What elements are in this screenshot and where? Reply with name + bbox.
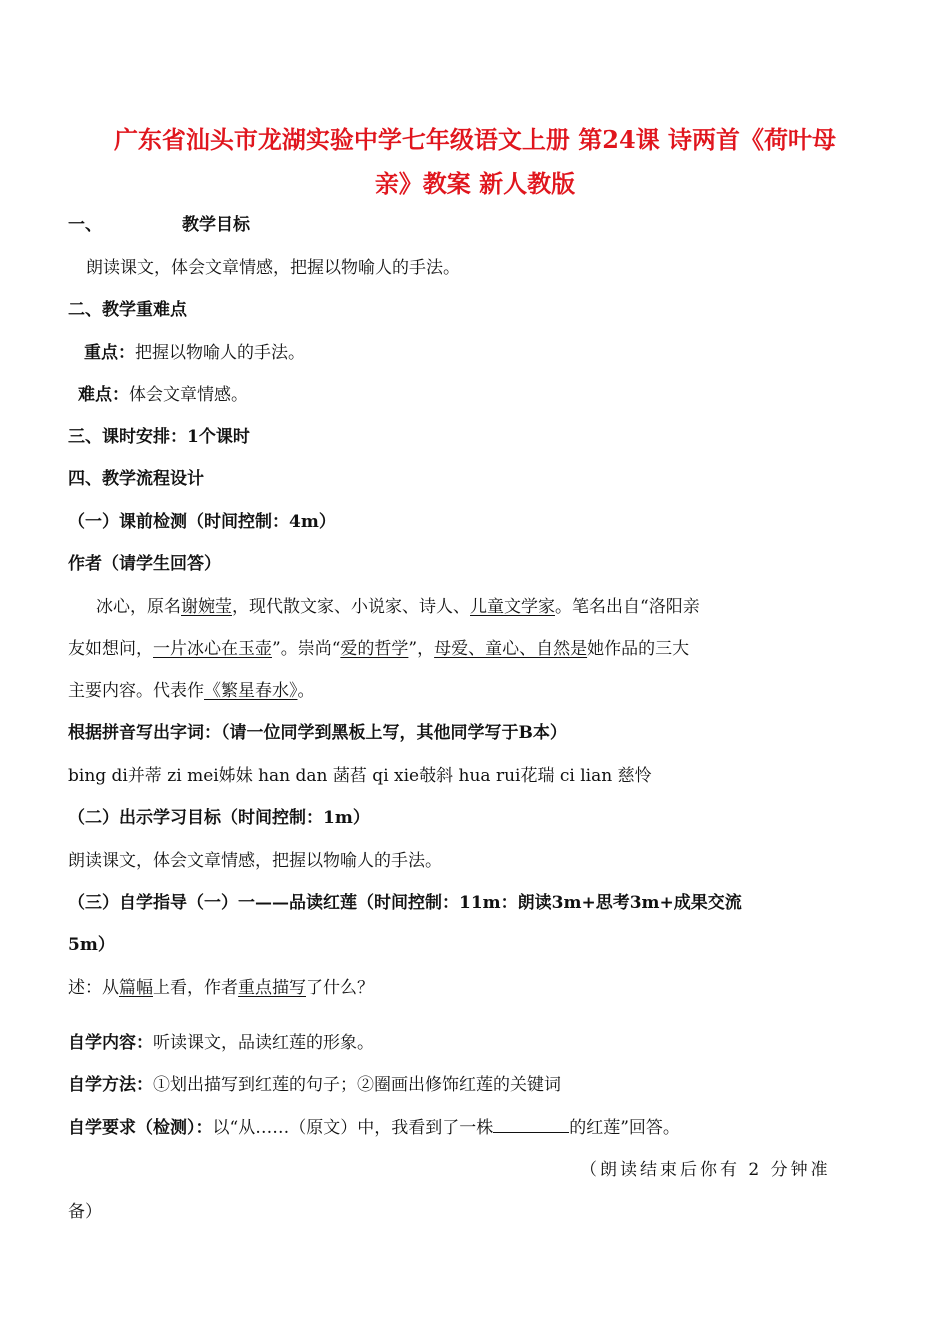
author-line-3 bbox=[68, 679, 828, 703]
self-study-content-label: 自学内容： bbox=[68, 1033, 153, 1053]
key-point bbox=[84, 341, 844, 365]
document-title-line-1: 广东省汕头市龙湖实验中学七年级语文上册 第24课 诗两首《荷叶母 bbox=[113, 125, 837, 154]
self-study-requirement bbox=[68, 1116, 828, 1140]
self-study-content-text: 听读课文，品读红莲的形象。 bbox=[153, 1033, 374, 1053]
author-title: 儿童文学家 bbox=[470, 597, 555, 617]
section-1-label: 教学目标 bbox=[182, 215, 250, 235]
difficult-point bbox=[78, 383, 838, 407]
question-keyword-length: 篇幅 bbox=[119, 978, 153, 998]
section-4-heading: 四、教学流程设计 bbox=[68, 469, 204, 489]
document-title-line-2: 亲》教案 新人教版 bbox=[374, 169, 576, 198]
author-line-1 bbox=[96, 595, 856, 619]
requirement-text: 的红莲”回答。 bbox=[569, 1118, 680, 1138]
difficult-point-label: 难点： bbox=[78, 385, 129, 405]
answer-blank bbox=[493, 1116, 569, 1133]
author-text: 。笔名出自“洛阳亲 bbox=[555, 597, 700, 617]
main-themes: 母爱、童心、自然是 bbox=[434, 639, 588, 659]
author-real-name: 谢婉莹 bbox=[181, 597, 232, 617]
self-study-content bbox=[68, 1031, 828, 1055]
self-study-method bbox=[68, 1073, 828, 1097]
part-3-heading-line-1: （三）自学指导（一）一——品读红莲（时间控制：11m：朗读3m+思考3m+成果交流 bbox=[68, 893, 742, 913]
part-2-text: 朗读课文，体会文章情感，把握以物喻人的手法。 bbox=[68, 851, 442, 871]
section-1-heading bbox=[68, 213, 828, 237]
section-1-number: 一、 bbox=[68, 215, 102, 235]
representative-work: 《繁星春水》 bbox=[204, 681, 298, 701]
self-study-requirement-label: 自学要求（检测）： bbox=[68, 1118, 213, 1138]
section-1-text: 朗读课文，体会文章情感，把握以物喻人的手法。 bbox=[86, 258, 460, 278]
question-keyword-focus: 重点描写 bbox=[238, 978, 306, 998]
author-text: ”。崇尚“ bbox=[272, 639, 341, 659]
author-text: ，现代散文家、小说家、诗人、 bbox=[232, 597, 470, 617]
author-text: 。 bbox=[297, 681, 315, 701]
section-2-heading: 二、教学重难点 bbox=[68, 300, 187, 320]
section-3-heading: 三、课时安排：1个课时 bbox=[68, 427, 250, 447]
question-text: 了什么？ bbox=[306, 978, 374, 998]
preparation-note-line-2: 备） bbox=[68, 1202, 102, 1222]
author-line-2 bbox=[68, 637, 828, 661]
author-text: 她作品的三大 bbox=[587, 639, 690, 659]
philosophy-of-love: 爱的哲学 bbox=[340, 639, 409, 659]
part-1-heading: （一）课前检测（时间控制：4m） bbox=[68, 512, 336, 532]
part-3-heading-line-2: 5m） bbox=[68, 935, 115, 955]
difficult-point-text: 体会文章情感。 bbox=[129, 385, 248, 405]
author-text: 主要内容。代表作 bbox=[68, 681, 204, 701]
self-study-method-label: 自学方法： bbox=[68, 1075, 153, 1095]
key-point-label: 重点： bbox=[84, 343, 135, 363]
self-study-method-text: ①划出描写到红莲的句子；②圈画出修饰红莲的关键词 bbox=[153, 1075, 561, 1095]
pen-name-origin: 一片冰心在玉壶 bbox=[153, 639, 272, 659]
part-2-heading: （二）出示学习目标（时间控制：1m） bbox=[68, 808, 370, 828]
question-text: 述：从 bbox=[68, 978, 119, 998]
question-text: 上看，作者 bbox=[153, 978, 238, 998]
pinyin-heading: 根据拼音写出字词：（请一位同学到黑板上写，其他同学写于B本） bbox=[68, 723, 567, 743]
preparation-note-line-1: （朗读结束后你有 2 分钟准 bbox=[580, 1160, 831, 1180]
author-text: 友如想问， bbox=[68, 639, 153, 659]
author-text: ”， bbox=[408, 639, 435, 659]
key-point-text: 把握以物喻人的手法。 bbox=[135, 343, 305, 363]
question-line bbox=[68, 976, 828, 1000]
pinyin-words: bing di并蒂 zi mei姊妹 han dan 菡萏 qi xie攲斜 hua rui花瑞 ci lian 慈怜 bbox=[68, 766, 652, 786]
author-text: 冰心，原名 bbox=[96, 597, 181, 617]
author-heading: 作者（请学生回答） bbox=[68, 554, 221, 574]
requirement-text: 以“从……（原文）中，我看到了一株 bbox=[212, 1118, 494, 1138]
